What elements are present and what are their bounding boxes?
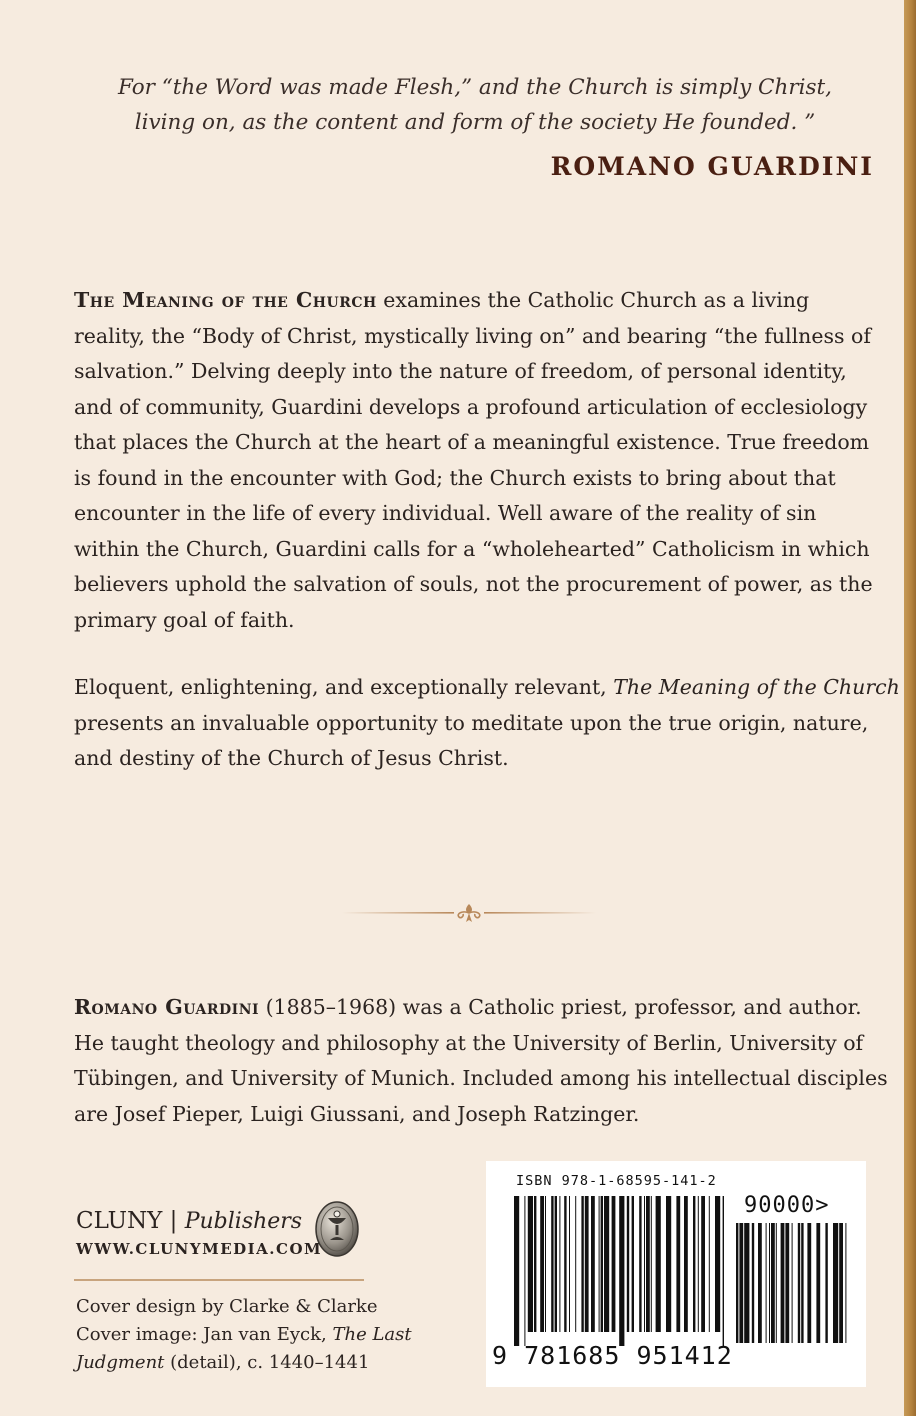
barcode-bar [785,1223,789,1343]
barcode-bar [599,1196,600,1332]
publisher-logo [76,1208,322,1258]
praise-first-line [74,670,900,706]
epigraph-quote [80,70,870,140]
description-text: examines the Catholic Church as a living [376,288,810,312]
publisher-separator: | [162,1208,185,1234]
barcode-bar [676,1196,680,1332]
barcode-bar [632,1196,634,1332]
barcode-bar [709,1196,710,1332]
barcode-bar [792,1223,793,1343]
credit-image-title: Judgment [76,1352,165,1373]
barcode-bar [651,1196,652,1332]
description-line: reality, the “Body of Christ, mystically living on” and bearing “the fullness of [74,323,871,348]
praise-line: presents an invaluable opportunity to meditate upon the true origin, nature, [74,710,869,735]
credit-design: Cover design by Clarke & Clarke [76,1296,378,1317]
credit-image-line-2 [76,1349,412,1377]
barcode-bar [776,1223,777,1343]
credit-image-title: The Last [332,1324,412,1345]
barcode-bar [816,1223,820,1343]
isbn-label: ISBN 978-1-68595-141-2 [516,1173,717,1189]
author-name: Romano Guardini [74,995,260,1019]
barcode-bar [771,1223,775,1343]
publisher-name [76,1208,322,1234]
barcode-bar [752,1223,754,1343]
fleuron-divider-icon [342,900,596,926]
barcode-bar [514,1196,519,1346]
barcode-bar [801,1223,803,1343]
isbn-barcode-box [486,1161,866,1387]
credit-image-prefix: Cover image: Jan van Eyck, [76,1324,333,1345]
barcode-bar [612,1196,616,1332]
barcode-digits: 9 781685 951412 [492,1341,733,1370]
barcode-bar [581,1196,583,1332]
quote-line: living on, as the content and form of the society He founded. ” [134,110,816,135]
description-line: encounter in the life of every individual. Well aware of the reality of sin [74,501,817,525]
barcode-bar [736,1223,738,1343]
barcode-bar [601,1196,603,1332]
praise-line: and destiny of the Church of Jesus Christ. [74,746,509,770]
credit-image-line [76,1321,412,1349]
barcode-bar [540,1196,544,1332]
ean-barcode [514,1196,724,1346]
spine-edge [904,0,916,1416]
description-line: is found in the encounter with God; the Church exists to bring about that [74,465,836,490]
barcode-bar [744,1223,749,1343]
publisher-suffix: Publishers [184,1209,303,1234]
quote-author: ROMANO GUARDINI [550,152,874,181]
barcode-bar [528,1196,533,1332]
barcode-bar [845,1223,846,1343]
description-line: primary goal of faith. [74,607,295,632]
praise-paragraph [74,670,900,777]
description-line: that places the Church at the heart of a meaningful existence. True freedom [74,430,870,454]
addon-barcode [736,1223,848,1343]
description-first-line [74,283,874,319]
barcode-bar [524,1196,525,1346]
barcode-bar [766,1223,767,1343]
barcode-bar [575,1196,576,1332]
barcode-bar [644,1196,645,1332]
credit-image-suffix: (detail), c. 1440–1441 [164,1352,370,1373]
publisher-url: WWW.CLUNYMEDIA.COM [76,1240,323,1258]
book-title-italic: The Meaning of the Church [613,675,900,699]
bio-line: Tübingen, and University of Munich. Included among his intellectual disciples [74,1066,888,1090]
quote-line: For “the Word was made Flesh,” and the Church is simply Christ, [117,75,833,100]
barcode-bar [666,1196,671,1332]
barcode-bar [693,1196,695,1332]
description-line: within the Church, Guardini calls for a “wholehearted” Catholicism in which [74,536,870,561]
barcode-bar [723,1196,724,1346]
barcode-bar [604,1196,609,1332]
barcode-bar [656,1196,661,1332]
barcode-bar [833,1223,838,1343]
barcode-bar [684,1196,688,1332]
publisher-wordmark: CLUNY [76,1208,163,1234]
barcode-bar [627,1196,629,1332]
author-bio [74,990,888,1132]
barcode-bar [555,1196,557,1332]
barcode-bar [569,1196,570,1332]
barcode-bar [545,1196,546,1332]
description-line: and of community, Guardini develops a profound articulation of ecclesiology [74,394,868,419]
barcode-bar [715,1196,720,1332]
barcode-bar [825,1223,827,1343]
barcode-bar [839,1223,843,1343]
barcode-bar [739,1223,743,1343]
barcode-bar [758,1223,762,1343]
bio-first-line [74,990,874,1026]
barcode-bar [701,1196,705,1332]
description-line: salvation.” Delving deeply into the nature of freedom, of personal identity, [74,359,847,383]
barcode-bar [585,1196,589,1332]
praise-text: Eloquent, enlightening, and exceptionally relevant, [74,675,614,699]
barcode-bar [646,1196,650,1332]
barcode-bar [698,1196,699,1332]
barcode-bar [781,1223,785,1343]
price-code: 90000> [744,1193,830,1218]
barcode-bar [559,1196,560,1332]
barcode-bar [534,1196,536,1332]
bio-text: (1885–1968) was a Catholic priest, professor, and author. [259,995,862,1019]
bio-line: He taught theology and philosophy at the University of Berlin, University of [74,1030,864,1055]
barcode-bar [591,1196,595,1332]
barcode-bar [798,1223,800,1343]
barcode-bar [807,1223,811,1343]
barcode-bar [769,1223,770,1343]
barcode-bar [639,1196,641,1332]
publisher-divider [74,1279,364,1281]
bio-line: are Josef Pieper, Luigi Giussani, and Joseph Ratzinger. [74,1101,640,1126]
description-line: believers uphold the salvation of souls, not the procurement of power, as the [74,572,873,596]
barcode-bar [551,1196,553,1332]
barcode-bar [564,1196,566,1332]
book-description [74,283,874,638]
barcode-bar [619,1196,624,1346]
chalice-medallion-icon [314,1200,360,1258]
book-title: The Meaning of the Church [74,288,377,312]
cover-credits [76,1293,412,1377]
